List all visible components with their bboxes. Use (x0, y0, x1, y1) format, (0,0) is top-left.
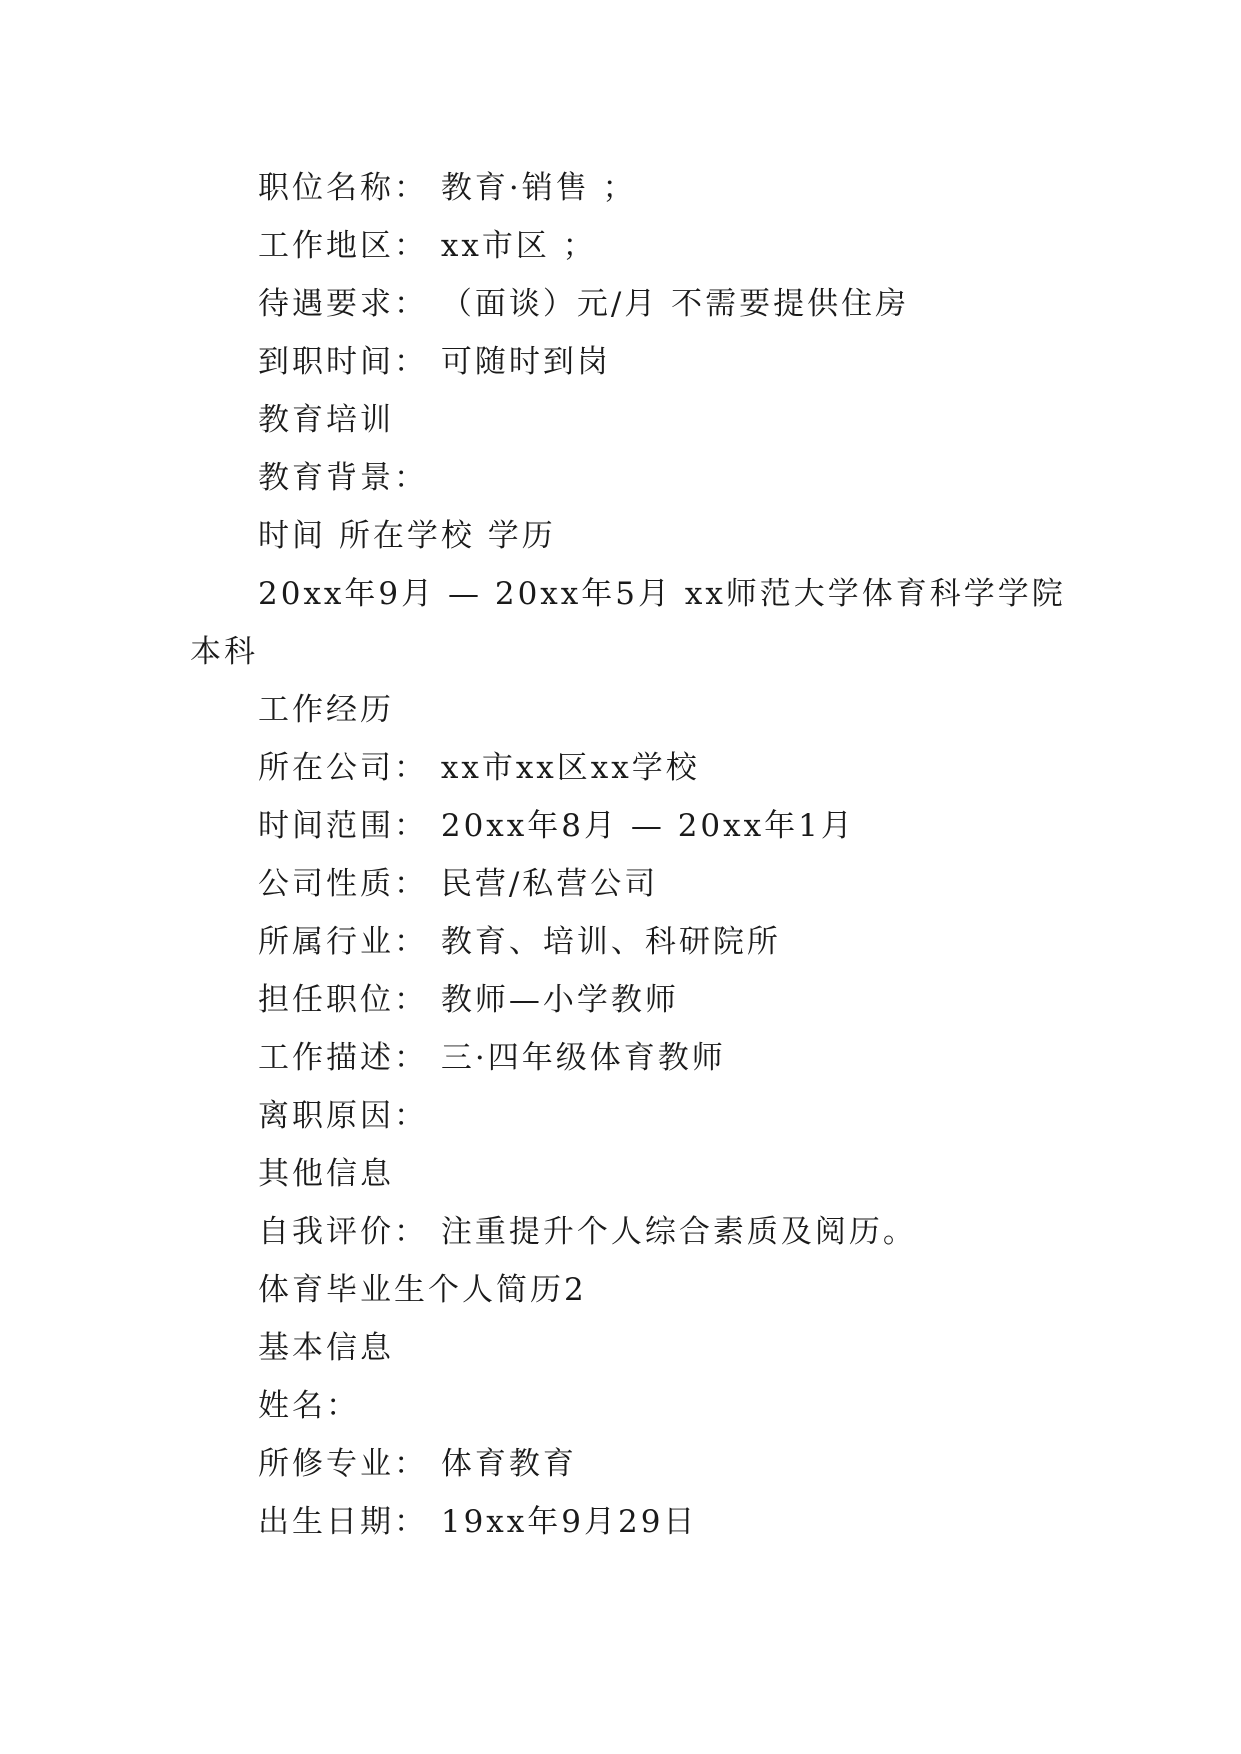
resume-2-title: 体育毕业生个人简历2 (258, 1272, 587, 1308)
job-description-line: 工作描述： 三·四年级体育教师 (258, 1040, 726, 1076)
other-info-heading: 其他信息 (258, 1156, 394, 1192)
time-range-line: 时间范围： 20xx年8月 — 20xx年1月 (258, 808, 855, 844)
major-line: 所修专业： 体育教育 (258, 1446, 577, 1482)
industry-line: 所属行业： 教育、培训、科研院所 (258, 924, 781, 960)
company-line: 所在公司： xx市xx区xx学校 (258, 750, 700, 786)
name-line: 姓名： (258, 1388, 360, 1424)
leave-reason-line: 离职原因： (258, 1098, 428, 1134)
education-entry-degree: 本科 (190, 634, 258, 670)
education-table-header: 时间 所在学校 学历 (258, 518, 556, 554)
start-time-line: 到职时间： 可随时到岗 (258, 344, 611, 380)
company-type-line: 公司性质： 民营/私营公司 (258, 866, 659, 902)
self-evaluation-line: 自我评价： 注重提升个人综合素质及阅历。 (258, 1214, 917, 1250)
education-background-label: 教育背景： (258, 460, 428, 496)
education-training-heading: 教育培训 (258, 402, 394, 438)
position-name-line: 职位名称： 教育·销售 ； (258, 170, 637, 206)
work-experience-heading: 工作经历 (258, 692, 394, 728)
birth-date-line: 出生日期： 19xx年9月29日 (258, 1504, 698, 1540)
salary-requirement-line: 待遇要求： （面谈）元/月 不需要提供住房 (258, 286, 910, 322)
job-title-line: 担任职位： 教师—小学教师 (258, 982, 679, 1018)
education-entry-line: 20xx年9月 — 20xx年5月 xx师范大学体育科学学院 (258, 576, 1066, 612)
work-region-line: 工作地区： xx市区 ； (258, 228, 597, 264)
basic-info-heading: 基本信息 (258, 1330, 394, 1366)
